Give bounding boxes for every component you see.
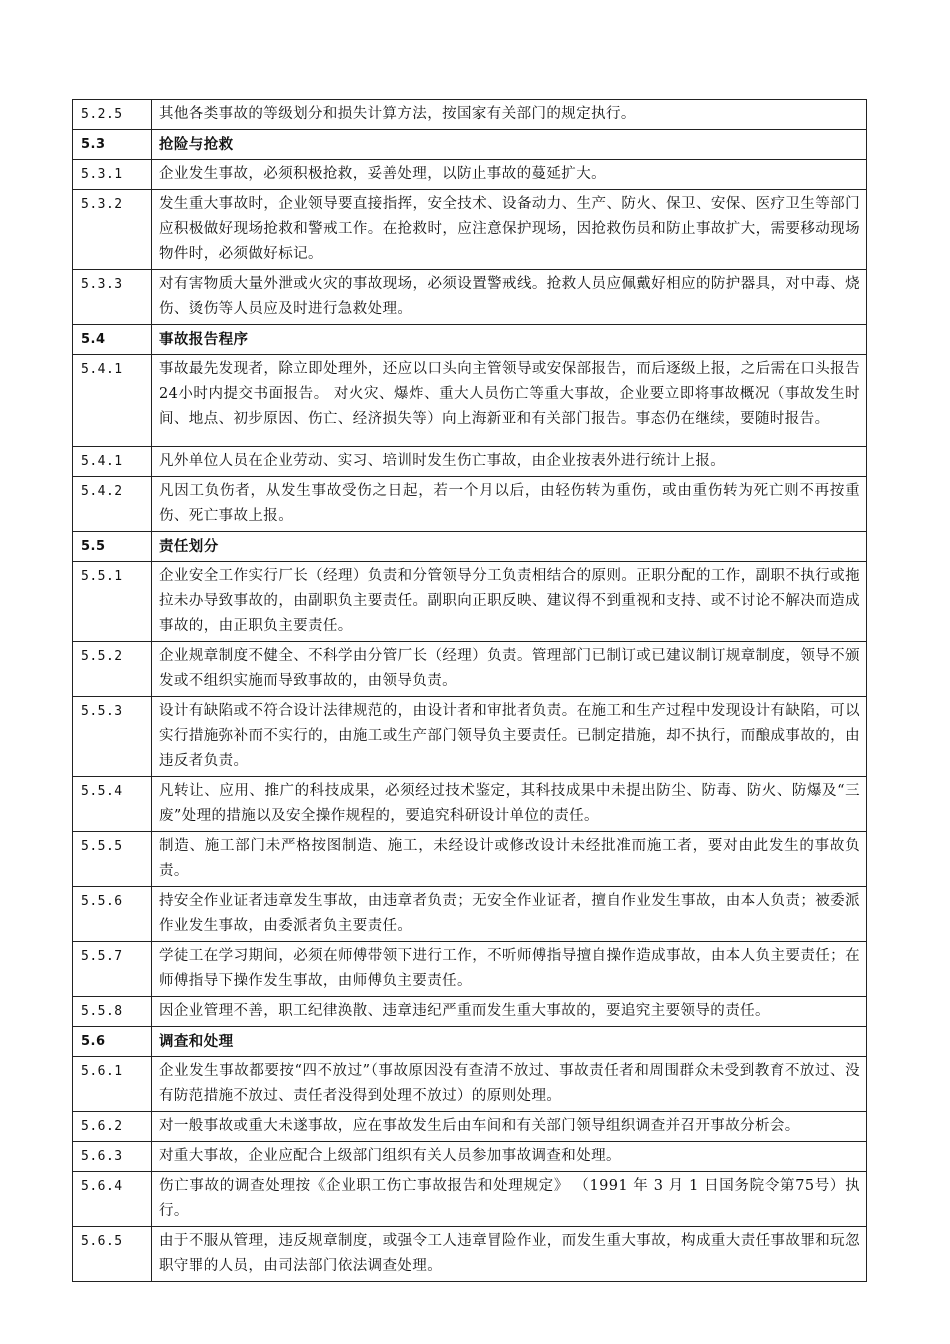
clause-text: 对一般事故或重大未遂事故，应在事故发生后由车间和有关部门领导组织调查并召开事故分析会。 bbox=[152, 1112, 867, 1142]
clause-row bbox=[73, 1142, 867, 1172]
clause-text: 凡转让、应用、推广的科技成果，必须经过技术鉴定，其科技成果中未提出防尘、防毒、防火、防爆及“三废”处理的措施以及安全操作规程的，要追究科研设计单位的责任。 bbox=[152, 777, 867, 832]
clause-number: 5.4.2 bbox=[73, 477, 152, 532]
clause-number: 5.5.8 bbox=[73, 997, 152, 1027]
clause-text: 凡外单位人员在企业劳动、实习、培训时发生伤亡事故，由企业按表外进行统计上报。 bbox=[152, 447, 867, 477]
clause-number: 5.5.7 bbox=[73, 942, 152, 997]
clause-row bbox=[73, 777, 867, 832]
clause-number: 5.3.3 bbox=[73, 270, 152, 325]
section-title: 责任划分 bbox=[152, 532, 867, 562]
clause-text: 学徒工在学习期间，必须在师傅带领下进行工作，不听师傅指导擅自操作造成事故，由本人负主要责任；在师傅指导下操作发生事故，由师傅负主要责任。 bbox=[152, 942, 867, 997]
clause-row bbox=[73, 100, 867, 130]
clause-text: 制造、施工部门未严格按图制造、施工，未经设计或修改设计未经批准而施工者，要对由此发生的事故负责。 bbox=[152, 832, 867, 887]
clause-row bbox=[73, 1112, 867, 1142]
clause-text: 因企业管理不善，职工纪律涣散、违章违纪严重而发生重大事故的，要追究主要领导的责任。 bbox=[152, 997, 867, 1027]
section-number: 5.6 bbox=[73, 1027, 152, 1057]
clause-text: 伤亡事故的调查处理按《企业职工伤亡事故报告和处理规定》 （1991 年 3 月 1 日国务院令第75号）执行。 bbox=[152, 1172, 867, 1227]
clause-row bbox=[73, 477, 867, 532]
clause-row bbox=[73, 447, 867, 477]
section-row bbox=[73, 1027, 867, 1057]
clause-number: 5.4.1 bbox=[73, 355, 152, 447]
clause-row bbox=[73, 1057, 867, 1112]
clause-number: 5.5.3 bbox=[73, 697, 152, 777]
clause-number: 5.6.1 bbox=[73, 1057, 152, 1112]
clause-text: 企业发生事故，必须积极抢救，妥善处理，以防止事故的蔓延扩大。 bbox=[152, 160, 867, 190]
clause-row bbox=[73, 270, 867, 325]
section-number: 5.3 bbox=[73, 130, 152, 160]
clause-text: 其他各类事故的等级划分和损失计算方法，按国家有关部门的规定执行。 bbox=[152, 100, 867, 130]
clause-number: 5.5.2 bbox=[73, 642, 152, 697]
section-row bbox=[73, 130, 867, 160]
clause-text: 事故最先发现者，除立即处理外，还应以口头向主管领导或安保部报告，而后逐级上报，之后需在口头报告24小时内提交书面报告。 对火灾、爆炸、重大人员伤亡等重大事故，企业要立即将事故概况（事故发生时间、地点、初步原因、伤亡、经济损失等）向上海新亚和有关部门报告。事态仍在继续，要随时报告。 bbox=[152, 355, 867, 447]
clause-row bbox=[73, 887, 867, 942]
clause-number: 5.6.2 bbox=[73, 1112, 152, 1142]
clause-number: 5.6.3 bbox=[73, 1142, 152, 1172]
section-title: 调查和处理 bbox=[152, 1027, 867, 1057]
clause-row bbox=[73, 997, 867, 1027]
clause-number: 5.3.2 bbox=[73, 190, 152, 270]
clause-number: 5.4.1 bbox=[73, 447, 152, 477]
section-number: 5.4 bbox=[73, 325, 152, 355]
clause-row bbox=[73, 190, 867, 270]
section-number: 5.5 bbox=[73, 532, 152, 562]
clause-number: 5.5.1 bbox=[73, 562, 152, 642]
clause-text: 对重大事故，企业应配合上级部门组织有关人员参加事故调查和处理。 bbox=[152, 1142, 867, 1172]
clause-number: 5.3.1 bbox=[73, 160, 152, 190]
clause-text: 企业发生事故都要按“四不放过”（事故原因没有查清不放过、事故责任者和周围群众未受到教育不放过、没有防范措施不放过、责任者没得到处理不放过）的原则处理。 bbox=[152, 1057, 867, 1112]
clause-text: 设计有缺陷或不符合设计法律规范的，由设计者和审批者负责。在施工和生产过程中发现设计有缺陷，可以实行措施弥补而不实行的，由施工或生产部门领导负主要责任。已制定措施，却不执行，而酿成事故的，由违反者负责。 bbox=[152, 697, 867, 777]
clause-text: 由于不服从管理，违反规章制度，或强令工人违章冒险作业，而发生重大事故，构成重大责任事故罪和玩忽职守罪的人员，由司法部门依法调查处理。 bbox=[152, 1227, 867, 1282]
clause-row bbox=[73, 1227, 867, 1282]
clause-text: 企业安全工作实行厂长（经理）负责和分管领导分工负责相结合的原则。正职分配的工作，副职不执行或拖拉未办导致事故的，由副职负主要责任。副职向正职反映、建议得不到重视和支持、或不讨论不解决而造成事故的，由正职负主要责任。 bbox=[152, 562, 867, 642]
regulation-table-body bbox=[73, 100, 867, 1282]
section-title: 抢险与抢救 bbox=[152, 130, 867, 160]
clause-text: 发生重大事故时，企业领导要直接指挥，安全技术、设备动力、生产、防火、保卫、安保、医疗卫生等部门应积极做好现场抢救和警戒工作。在抢救时，应注意保护现场，因抢救伤员和防止事故扩大，需要移动现场物件时，必须做好标记。 bbox=[152, 190, 867, 270]
section-title: 事故报告程序 bbox=[152, 325, 867, 355]
clause-number: 5.5.4 bbox=[73, 777, 152, 832]
clause-row bbox=[73, 160, 867, 190]
clause-row bbox=[73, 832, 867, 887]
clause-text: 持安全作业证者违章发生事故，由违章者负责；无安全作业证者，擅自作业发生事故，由本人负责；被委派作业发生事故，由委派者负主要责任。 bbox=[152, 887, 867, 942]
clause-row bbox=[73, 642, 867, 697]
clause-row bbox=[73, 697, 867, 777]
clause-number: 5.5.5 bbox=[73, 832, 152, 887]
clause-text: 凡因工负伤者，从发生事故受伤之日起，若一个月以后，由轻伤转为重伤，或由重伤转为死亡则不再按重伤、死亡事故上报。 bbox=[152, 477, 867, 532]
clause-number: 5.5.6 bbox=[73, 887, 152, 942]
regulation-table bbox=[72, 99, 867, 1282]
clause-number: 5.6.4 bbox=[73, 1172, 152, 1227]
section-row bbox=[73, 532, 867, 562]
clause-number: 5.6.5 bbox=[73, 1227, 152, 1282]
clause-row bbox=[73, 1172, 867, 1227]
section-row bbox=[73, 325, 867, 355]
clause-row bbox=[73, 942, 867, 997]
clause-number: 5.2.5 bbox=[73, 100, 152, 130]
clause-text: 企业规章制度不健全、不科学由分管厂长（经理）负责。管理部门已制订或已建议制订规章制度，领导不颁发或不组织实施而导致事故的，由领导负责。 bbox=[152, 642, 867, 697]
clause-row bbox=[73, 562, 867, 642]
clause-text: 对有害物质大量外泄或火灾的事故现场，必须设置警戒线。抢救人员应佩戴好相应的防护器具，对中毒、烧伤、烫伤等人员应及时进行急救处理。 bbox=[152, 270, 867, 325]
clause-row bbox=[73, 355, 867, 447]
